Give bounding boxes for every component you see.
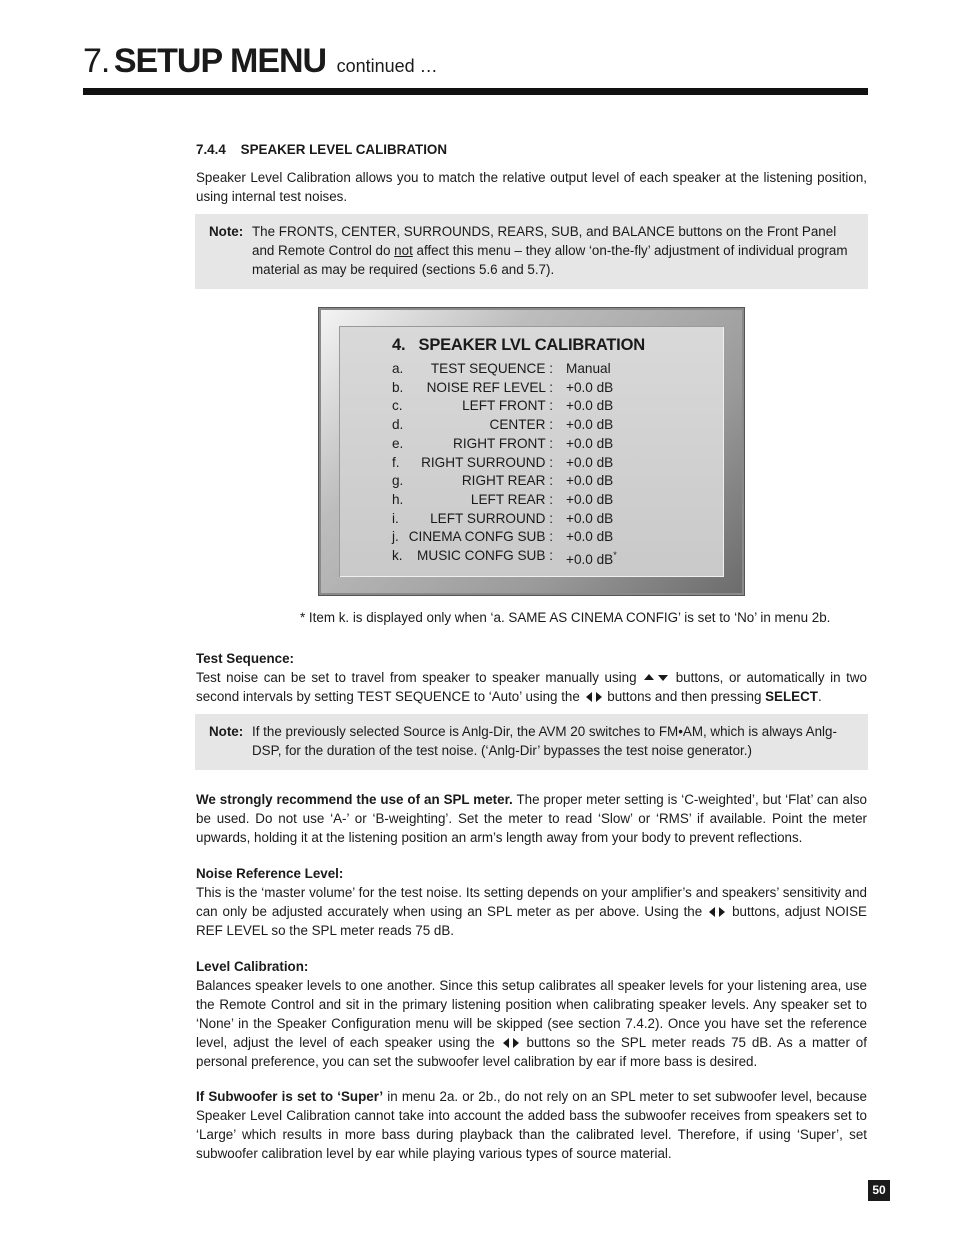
note-box <box>195 214 868 289</box>
menu-row-label: CENTER : <box>489 417 553 433</box>
menu-title: 4. SPEAKER LVL CALIBRATION <box>392 336 645 354</box>
menu-row-letter: c. <box>392 398 403 414</box>
menu-row-label: LEFT SURROUND : <box>430 510 553 526</box>
menu-row <box>392 434 652 453</box>
menu-row-value: +0.0 dB <box>566 510 614 526</box>
note-text: The FRONTS, CENTER, SURROUNDS, REARS, SUB, and BALANCE buttons on the Front Panel and Remote Control do not affect this menu – they allow ‘on-the-fly’ adjustment of individual program material as may be required (sections 5.6 and 5.7). <box>252 224 848 277</box>
noise-ref-heading: Noise Reference Level: <box>196 866 344 881</box>
menu-row-value: Manual <box>566 361 611 376</box>
menu-row <box>392 359 652 378</box>
menu-row-letter: e. <box>392 435 404 451</box>
left-arrow-icon <box>709 907 715 917</box>
menu-row-label: RIGHT FRONT : <box>453 435 553 451</box>
menu-row-letter: j. <box>392 529 399 545</box>
menu-row <box>392 509 652 528</box>
menu-row-letter: b. <box>392 379 404 395</box>
left-arrow-icon <box>586 692 592 702</box>
menu-row-value: +0.0 dB <box>566 529 614 545</box>
section-intro: Speaker Level Calibration allows you to match the relative output level of each speaker at the listening position, using internal test noises. <box>196 170 867 204</box>
menu-row-letter: a. <box>392 361 404 376</box>
down-arrow-icon <box>658 675 668 681</box>
level-cal-heading: Level Calibration: <box>196 959 309 974</box>
continued-label: continued … <box>336 56 438 76</box>
menu-row-label: CINEMA CONFG SUB : <box>408 529 553 545</box>
menu-row-label: MUSIC CONFG SUB : <box>417 548 553 563</box>
menu-row <box>392 453 652 472</box>
section-heading: 7.4.4 SPEAKER LEVEL CALIBRATION <box>196 142 447 157</box>
menu-row-label: RIGHT SURROUND : <box>421 454 553 470</box>
right-arrow-icon <box>596 692 602 702</box>
footnote: * Item k. is displayed only when ‘a. SAME AS CINEMA CONFIG’ is set to ‘No’ in menu 2b. <box>300 610 831 625</box>
page-header <box>83 42 868 95</box>
menu-row-letter: g. <box>392 473 404 489</box>
menu-row-letter: h. <box>392 491 404 507</box>
menu-row-value: +0.0 dB <box>566 491 614 507</box>
right-arrow-icon <box>719 907 725 917</box>
menu-row-letter: f. <box>392 454 400 470</box>
menu-row-value: +0.0 dB <box>566 398 614 414</box>
menu-row-label: NOISE REF LEVEL : <box>426 379 553 395</box>
footnote-marker: * <box>613 550 617 560</box>
menu-row-value: +0.0 dB <box>566 454 614 470</box>
menu-row-value: +0.0 dB <box>566 379 614 395</box>
spl-paragraph: We strongly recommend the use of an SPL meter. The proper meter setting is ‘C-weighted’, but ‘Flat’ can also be used. Do not use ‘A-’ or ‘B-weighting’. Set the meter to read ‘Slow’ or ‘RMS’ if available. Point the meter upwards, holding it at the listening position an arm’s length away from your body to prevent reflections. <box>196 792 867 845</box>
menu-row-label: LEFT REAR : <box>470 491 553 507</box>
up-arrow-icon <box>644 674 654 680</box>
menu-row <box>392 396 652 415</box>
menu-row-label: LEFT FRONT : <box>462 398 553 414</box>
menu-row-letter: i. <box>392 510 399 526</box>
level-cal-text: Balances speaker levels to one another. Since this setup calibrates all speaker levels for your listening area, use the Remote Control and sit in the primary listening position when calibrating speaker levels. Any speaker set to ‘None’ in the Speaker Configuration menu will be skipped (see section 7.4.2). Once you have set the reference level, adjust the level of each speaker using the buttons so the SPL meter reads 75 dB. As a matter of personal preference, you can set the subwoofer level calibration by ear if more bass is desired. <box>196 978 867 1069</box>
note-box-2 <box>195 714 868 770</box>
menu-row-value: +0.0 dB <box>566 435 614 451</box>
page-number: 50 <box>868 1180 890 1201</box>
menu-row-label: TEST SEQUENCE : <box>430 361 553 376</box>
menu-row-value: +0.0 dB* <box>566 550 617 567</box>
menu-row <box>392 490 652 509</box>
noise-ref-text: This is the ‘master volume’ for the test noise. Its setting depends on your amplifier’s and speakers’ sensitivity and can only be adjusted accurately when using an SPL meter as per above. Using the buttons, adjust NOISE REF LEVEL so the SPL meter reads 75 dB. <box>196 885 867 938</box>
menu-row-value: +0.0 dB <box>566 417 614 433</box>
left-arrow-icon <box>503 1038 509 1048</box>
note-text-2: If the previously selected Source is Anlg-Dir, the AVM 20 switches to FM•AM, which is always Anlg-DSP, for the duration of the test noise. (‘Anlg-Dir’ bypasses the test noise generator.) <box>252 724 837 758</box>
menu-row-letter: d. <box>392 417 404 433</box>
menu-row-letter: k. <box>392 548 403 563</box>
subwoofer-paragraph: If Subwoofer is set to ‘Super’ in menu 2a. or 2b., do not rely on an SPL meter to set subwoofer level, because Speaker Level Calibration cannot take into account the added bass the subwoofer receives from speakers set to ‘Large’ which results in more bass during playback than the calibrated level. Therefore, if using ‘Super’, set subwoofer calibration level by ear while playing various types of source material. <box>196 1089 867 1161</box>
menu-row-label: RIGHT REAR : <box>461 473 553 489</box>
chapter-number: 7. <box>83 42 110 80</box>
menu-row <box>392 546 652 565</box>
menu-row <box>392 378 652 397</box>
menu-row <box>392 471 652 490</box>
right-arrow-icon <box>513 1038 519 1048</box>
menu-row <box>392 415 652 434</box>
menu-row-value: +0.0 dB <box>566 473 614 489</box>
menu-row <box>392 527 652 546</box>
chapter-title: SETUP MENU <box>113 42 327 80</box>
test-sequence-heading: Test Sequence: <box>196 651 294 666</box>
note-label: Note: <box>209 224 244 239</box>
test-sequence-text: Test noise can be set to travel from speaker to speaker manually using buttons, or automatically in two second intervals by setting TEST SEQUENCE to ‘Auto’ using the buttons and then pressing SELECT. <box>196 670 867 704</box>
note-label-2: Note: <box>209 724 244 739</box>
